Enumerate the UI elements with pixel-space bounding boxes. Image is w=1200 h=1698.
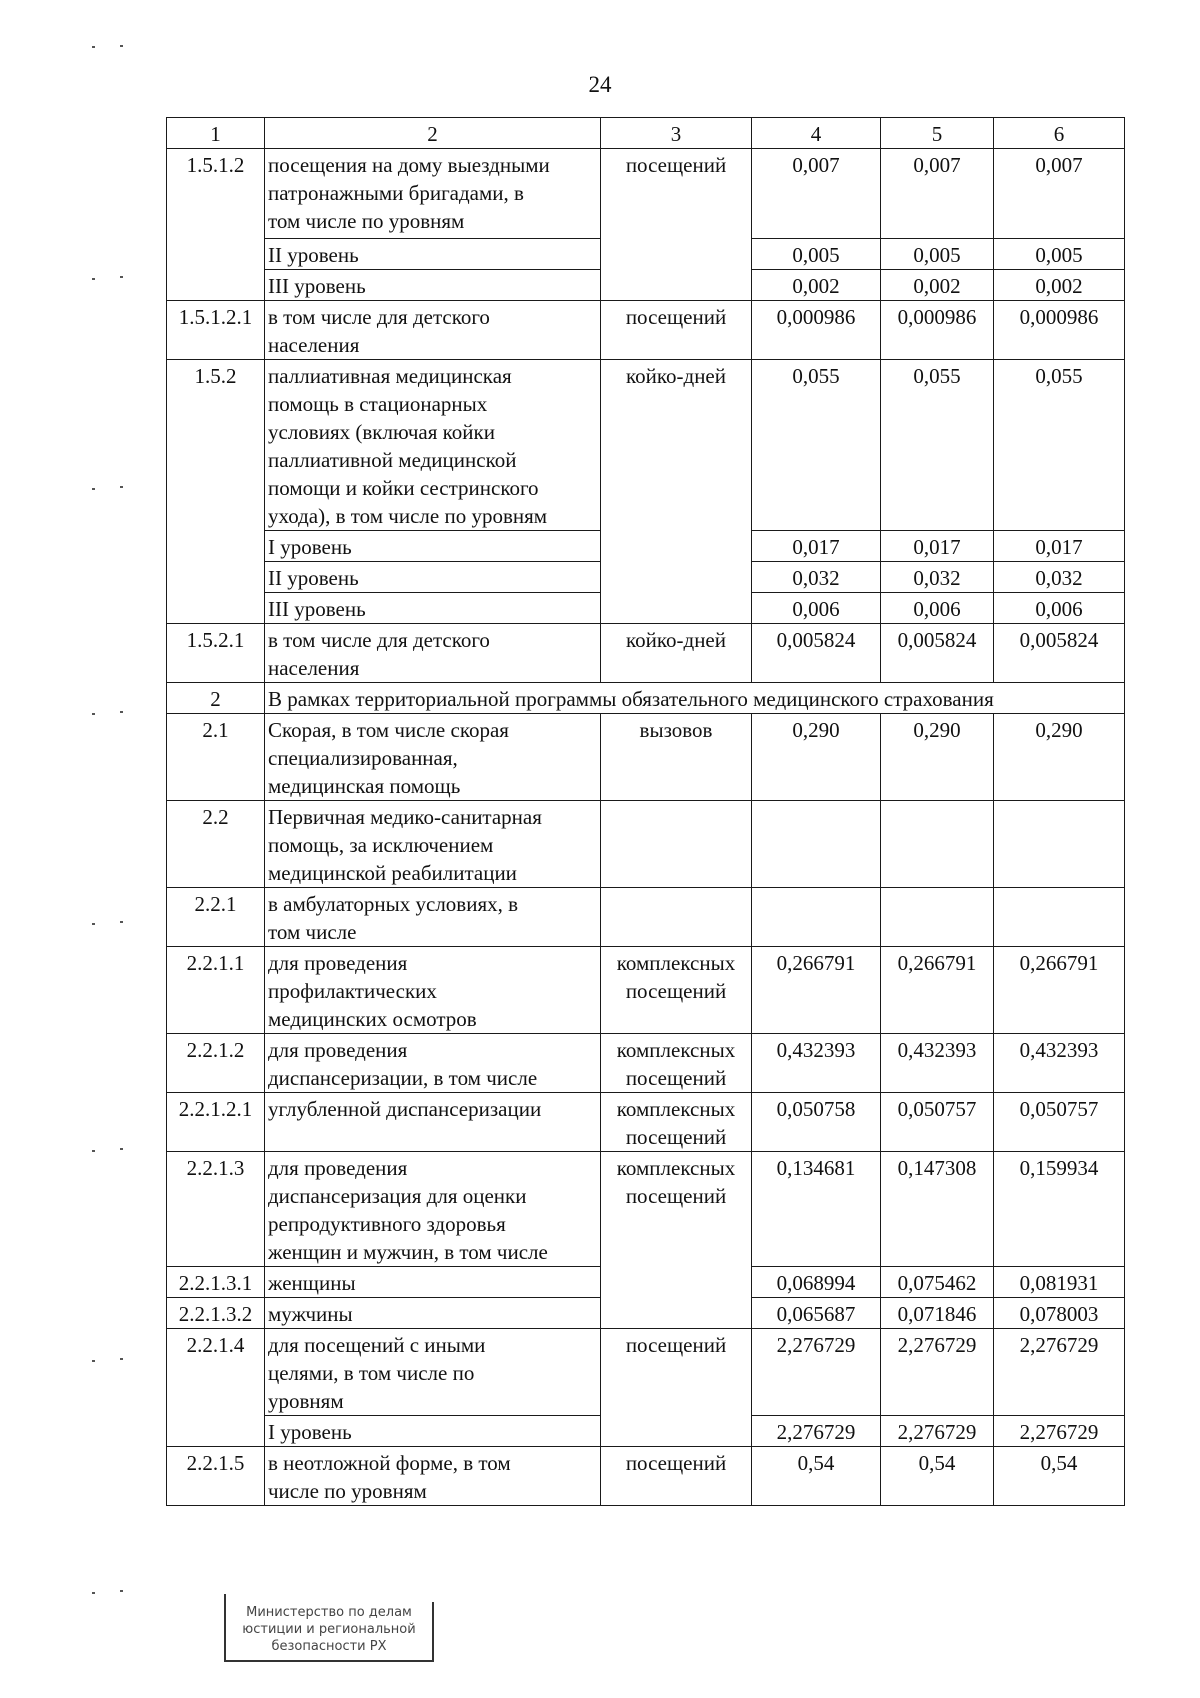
indicator-name: II уровень: [265, 562, 601, 593]
table-row: [167, 683, 1125, 714]
table-row: [167, 801, 1125, 888]
row-number: 2.2.1.2.1: [167, 1093, 265, 1152]
value-year-1: 0,006: [752, 593, 881, 624]
value-year-2: 0,290: [881, 714, 994, 801]
unit-of-measure: посещений: [601, 1447, 752, 1506]
value-year-3: 0,050757: [994, 1093, 1125, 1152]
value-year-3: 0,017: [994, 531, 1125, 562]
row-number: 2.2.1.3: [167, 1152, 265, 1267]
value-year-2: 0,007: [881, 149, 994, 239]
row-number: 2.2: [167, 801, 265, 888]
value-year-1: 0,032: [752, 562, 881, 593]
row-number: 2.1: [167, 714, 265, 801]
value-year-3: 0,005824: [994, 624, 1125, 683]
value-year-2: 0,050757: [881, 1093, 994, 1152]
value-year-1: 0,005: [752, 239, 881, 270]
table-row: [167, 149, 1125, 239]
indicator-name: паллиативная медицинская помощь в стационарных условиях (включая койки паллиативной медицинской помощи и койки сестринского ухода), в том числе по уровням: [265, 360, 601, 531]
value-year-3: 2,276729: [994, 1329, 1125, 1416]
indicator-name: для посещений с иными целями, в том числе по уровням: [265, 1329, 601, 1416]
row-number: 2.2.1.4: [167, 1329, 265, 1447]
value-year-1: [752, 801, 881, 888]
value-year-1: 0,007: [752, 149, 881, 239]
indicator-name: Первичная медико-санитарная помощь, за исключением медицинской реабилитации: [265, 801, 601, 888]
unit-of-measure: вызовов: [601, 714, 752, 801]
indicator-name: I уровень: [265, 1416, 601, 1447]
table-row: [167, 1447, 1125, 1506]
row-number: 1.5.2: [167, 360, 265, 624]
value-year-1: 0,017: [752, 531, 881, 562]
table-header-row: [167, 118, 1125, 149]
indicator-name: женщины: [265, 1267, 601, 1298]
value-year-3: 0,007: [994, 149, 1125, 239]
row-number: 1.5.1.2.1: [167, 301, 265, 360]
value-year-1: [752, 888, 881, 947]
indicator-name: III уровень: [265, 270, 601, 301]
table-row: [167, 1329, 1125, 1416]
value-year-2: 0,005: [881, 239, 994, 270]
value-year-3: 0,000986: [994, 301, 1125, 360]
unit-of-measure: комплексных посещений: [601, 1093, 752, 1152]
unit-of-measure: посещений: [601, 301, 752, 360]
column-header: 6: [994, 118, 1125, 149]
value-year-3: 0,081931: [994, 1267, 1125, 1298]
row-number: 2.2.1: [167, 888, 265, 947]
value-year-2: 0,000986: [881, 301, 994, 360]
column-header: 5: [881, 118, 994, 149]
value-year-2: 0,006: [881, 593, 994, 624]
indicator-name: для проведения диспансеризация для оценки репродуктивного здоровья женщин и мужчин, в том числе: [265, 1152, 601, 1267]
indicator-name: для проведения диспансеризации, в том числе: [265, 1034, 601, 1093]
indicator-name: в том числе для детского населения: [265, 624, 601, 683]
value-year-1: 0,266791: [752, 947, 881, 1034]
value-year-2: 0,54: [881, 1447, 994, 1506]
value-year-2: 0,075462: [881, 1267, 994, 1298]
row-number: 2.2.1.3.1: [167, 1267, 265, 1298]
value-year-2: 2,276729: [881, 1416, 994, 1447]
table-row: [167, 624, 1125, 683]
value-year-2: 0,071846: [881, 1298, 994, 1329]
column-header: 2: [265, 118, 601, 149]
indicator-name: углубленной диспансеризации: [265, 1093, 601, 1152]
table-row: [167, 1093, 1125, 1152]
row-number: 2.2.1.5: [167, 1447, 265, 1506]
value-year-3: 0,266791: [994, 947, 1125, 1034]
registration-stamp: Министерство по делам юстиции и региональной безопасности РХ: [224, 1602, 434, 1662]
value-year-3: 0,006: [994, 593, 1125, 624]
value-year-1: 0,54: [752, 1447, 881, 1506]
page-number: 24: [588, 72, 612, 97]
unit-of-measure: комплексных посещений: [601, 1034, 752, 1093]
indicator-name: в неотложной форме, в том числе по уровням: [265, 1447, 601, 1506]
value-year-3: 0,54: [994, 1447, 1125, 1506]
value-year-1: 0,002: [752, 270, 881, 301]
unit-of-measure: койко-дней: [601, 624, 752, 683]
unit-of-measure: посещений: [601, 1329, 752, 1447]
column-header: 4: [752, 118, 881, 149]
value-year-3: 0,432393: [994, 1034, 1125, 1093]
value-year-3: 0,055: [994, 360, 1125, 531]
value-year-1: 2,276729: [752, 1416, 881, 1447]
value-year-3: 0,032: [994, 562, 1125, 593]
value-year-1: 0,065687: [752, 1298, 881, 1329]
value-year-1: 0,000986: [752, 301, 881, 360]
unit-of-measure: посещений: [601, 149, 752, 301]
value-year-1: 0,134681: [752, 1152, 881, 1267]
value-year-1: 0,432393: [752, 1034, 881, 1093]
value-year-2: 0,147308: [881, 1152, 994, 1267]
indicator-name: II уровень: [265, 239, 601, 270]
margin-punch-marks: [88, 0, 148, 1698]
value-year-2: 0,432393: [881, 1034, 994, 1093]
table-body: [167, 118, 1125, 1506]
indicator-name: III уровень: [265, 593, 601, 624]
value-year-2: [881, 801, 994, 888]
value-year-3: 0,159934: [994, 1152, 1125, 1267]
value-year-3: 0,290: [994, 714, 1125, 801]
table-row: [167, 888, 1125, 947]
unit-of-measure: [601, 888, 752, 947]
indicator-name: в амбулаторных условиях, в том числе: [265, 888, 601, 947]
row-number: 2.2.1.1: [167, 947, 265, 1034]
value-year-1: 2,276729: [752, 1329, 881, 1416]
value-year-2: 0,032: [881, 562, 994, 593]
table-row: [167, 714, 1125, 801]
row-number: 1.5.2.1: [167, 624, 265, 683]
indicator-name: Скорая, в том числе скорая специализированная, медицинская помощь: [265, 714, 601, 801]
value-year-3: [994, 801, 1125, 888]
row-number: 2: [167, 683, 265, 714]
column-header: 3: [601, 118, 752, 149]
row-number: 2.2.1.2: [167, 1034, 265, 1093]
row-number: 1.5.1.2: [167, 149, 265, 301]
value-year-2: 0,017: [881, 531, 994, 562]
unit-of-measure: [601, 801, 752, 888]
value-year-2: 0,005824: [881, 624, 994, 683]
indicator-name: I уровень: [265, 531, 601, 562]
value-year-3: 0,005: [994, 239, 1125, 270]
value-year-2: [881, 888, 994, 947]
table-row: [167, 947, 1125, 1034]
unit-of-measure: комплексных посещений: [601, 947, 752, 1034]
unit-of-measure: комплексных посещений: [601, 1152, 752, 1329]
table-row: [167, 1034, 1125, 1093]
section-heading: В рамках территориальной программы обязательного медицинского страхования: [265, 683, 1125, 714]
unit-of-measure: койко-дней: [601, 360, 752, 624]
table-row: [167, 360, 1125, 531]
row-number: 2.2.1.3.2: [167, 1298, 265, 1329]
norms-table: [166, 117, 1125, 1506]
value-year-2: 0,002: [881, 270, 994, 301]
value-year-1: 0,290: [752, 714, 881, 801]
value-year-1: 0,050758: [752, 1093, 881, 1152]
value-year-3: 0,078003: [994, 1298, 1125, 1329]
value-year-3: 0,002: [994, 270, 1125, 301]
value-year-1: 0,005824: [752, 624, 881, 683]
value-year-2: 0,266791: [881, 947, 994, 1034]
indicator-name: посещения на дому выездными патронажными бригадами, в том числе по уровням: [265, 149, 601, 239]
value-year-2: 2,276729: [881, 1329, 994, 1416]
table-row: [167, 1152, 1125, 1267]
value-year-3: [994, 888, 1125, 947]
column-header: 1: [167, 118, 265, 149]
value-year-1: 0,068994: [752, 1267, 881, 1298]
value-year-2: 0,055: [881, 360, 994, 531]
value-year-1: 0,055: [752, 360, 881, 531]
indicator-name: в том числе для детского населения: [265, 301, 601, 360]
table-row: [167, 301, 1125, 360]
indicator-name: мужчины: [265, 1298, 601, 1329]
value-year-3: 2,276729: [994, 1416, 1125, 1447]
indicator-name: для проведения профилактических медицинских осмотров: [265, 947, 601, 1034]
